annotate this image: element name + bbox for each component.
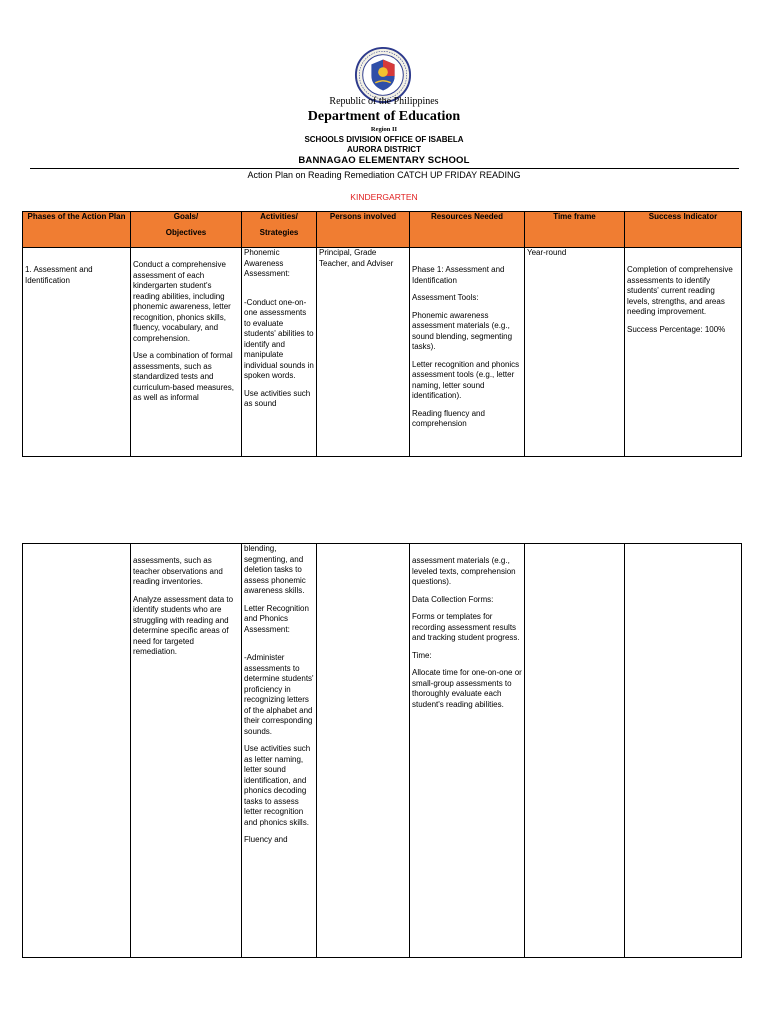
phase-cell [23,544,131,958]
col-goals [131,212,242,248]
action-plan-table-page2 [22,543,742,958]
division-line: SCHOOLS DIVISION OFFICE OF ISABELA [304,135,464,144]
success-cell [625,248,742,457]
activity-paragraph: -Administer assessments to determine students' proficiency in recognizing letters of the alphabet and their corresponding sounds. [244,653,314,736]
action-plan-title: Action Plan on Reading Remediation CATCH UP FRIDAY READING [247,170,521,180]
goals-cell [131,248,242,457]
activity-paragraph: Use activities such as sound [244,388,311,408]
table-row [23,544,742,958]
resource-paragraph: Data Collection Forms: [412,594,494,604]
phase-text: 1. Assessment and Identification [25,265,93,285]
activity-paragraph: blending, segmenting, and deletion tasks to assess phonemic awareness skills. [244,544,306,595]
resource-paragraph: Time: [412,650,432,660]
col-goals-label: Goals/ [173,212,199,221]
goal-paragraph: Conduct a comprehensive assessment of each kindergarten student's reading abilities, including phonemic awareness, letter recognition, phonics skills, fluency, vocabulary, and comprehension. [133,260,231,343]
col-resources: Resources Needed [410,212,525,248]
activity-heading: Phonemic Awareness Assessment: [244,248,290,278]
col-objectives-label: Objectives [165,227,207,237]
activities-cell [242,544,317,958]
resource-paragraph: Phase 1: Assessment and Identification [412,265,505,285]
col-activities [242,212,317,248]
col-persons: Persons involved [317,212,410,248]
resource-paragraph: Assessment Tools: [412,293,479,302]
success-percentage: Success Percentage: 100% [627,324,726,334]
activity-paragraph: -Conduct one-on-one assessments to evaluate students' abilities to identify and manipulate individual sounds in spoken words. [244,297,314,380]
activity-paragraph: Use activities such as letter naming, letter sound identification, and phonics decoding tasks to assess letter recognition and phonics skills. [244,744,311,827]
timeframe-text: Year-round [527,248,567,257]
col-timeframe: Time frame [525,212,625,248]
action-plan-table-page1 [22,211,742,457]
timeframe-cell [525,544,625,958]
table-row [23,248,742,457]
success-cell [625,544,742,958]
col-activities-label: Activities/ [260,212,298,221]
region-line: Region II [370,126,398,133]
success-paragraph: Completion of comprehensive assessments to identify students' current reading levels, strengths, and areas needing improvement. [627,265,733,316]
resources-cell [410,544,525,958]
persons-cell [317,248,410,457]
col-strategies-label: Strategies [259,227,299,237]
grade-level-label: KINDERGARTEN [350,192,418,202]
resource-paragraph: Reading fluency and comprehension [412,408,485,428]
republic-line: Republic of the Philippines [329,96,439,107]
resource-paragraph: Allocate time for one-on-one or small-group assessments to thoroughly evaluate each student's reading abilities. [412,668,522,709]
activities-cell [242,248,317,457]
col-success: Success Indicator [625,212,742,248]
goal-paragraph: assessments, such as teacher observations and reading inventories. [133,556,223,586]
resources-cell [410,248,525,457]
goal-paragraph: Analyze assessment data to identify students who are struggling with reading and determine specific areas of need for targeted remediation. [133,594,234,656]
district-line: AURORA DISTRICT [347,145,421,154]
resource-paragraph: assessment materials (e.g., leveled texts, comprehension questions). [412,556,516,586]
school-name: BANNAGAO ELEMENTARY SCHOOL [298,155,470,166]
col-phases: Phases of the Action Plan [23,212,131,248]
goal-paragraph: Use a combination of formal assessments, such as standardized tests and curriculum-based measures, as well as informal [133,351,234,402]
timeframe-cell [525,248,625,457]
activity-heading: Letter Recognition and Phonics Assessment: [244,603,309,634]
activity-heading: Fluency and [244,835,288,844]
persons-cell [317,544,410,958]
department-title: Department of Education [307,109,461,124]
resource-paragraph: Forms or templates for recording assessment results and tracking student progress. [412,612,520,642]
phase-cell [23,248,131,457]
table-header-row [23,212,742,248]
resource-paragraph: Letter recognition and phonics assessment tools (e.g., letter naming, letter sound identification). [412,359,520,400]
persons-text: Principal, Grade Teacher, and Adviser [319,248,394,268]
goals-cell [131,544,242,958]
header-divider [30,168,739,169]
resource-paragraph: Phonemic awareness assessment materials (e.g., sound blending, segmenting tasks). [412,310,513,351]
